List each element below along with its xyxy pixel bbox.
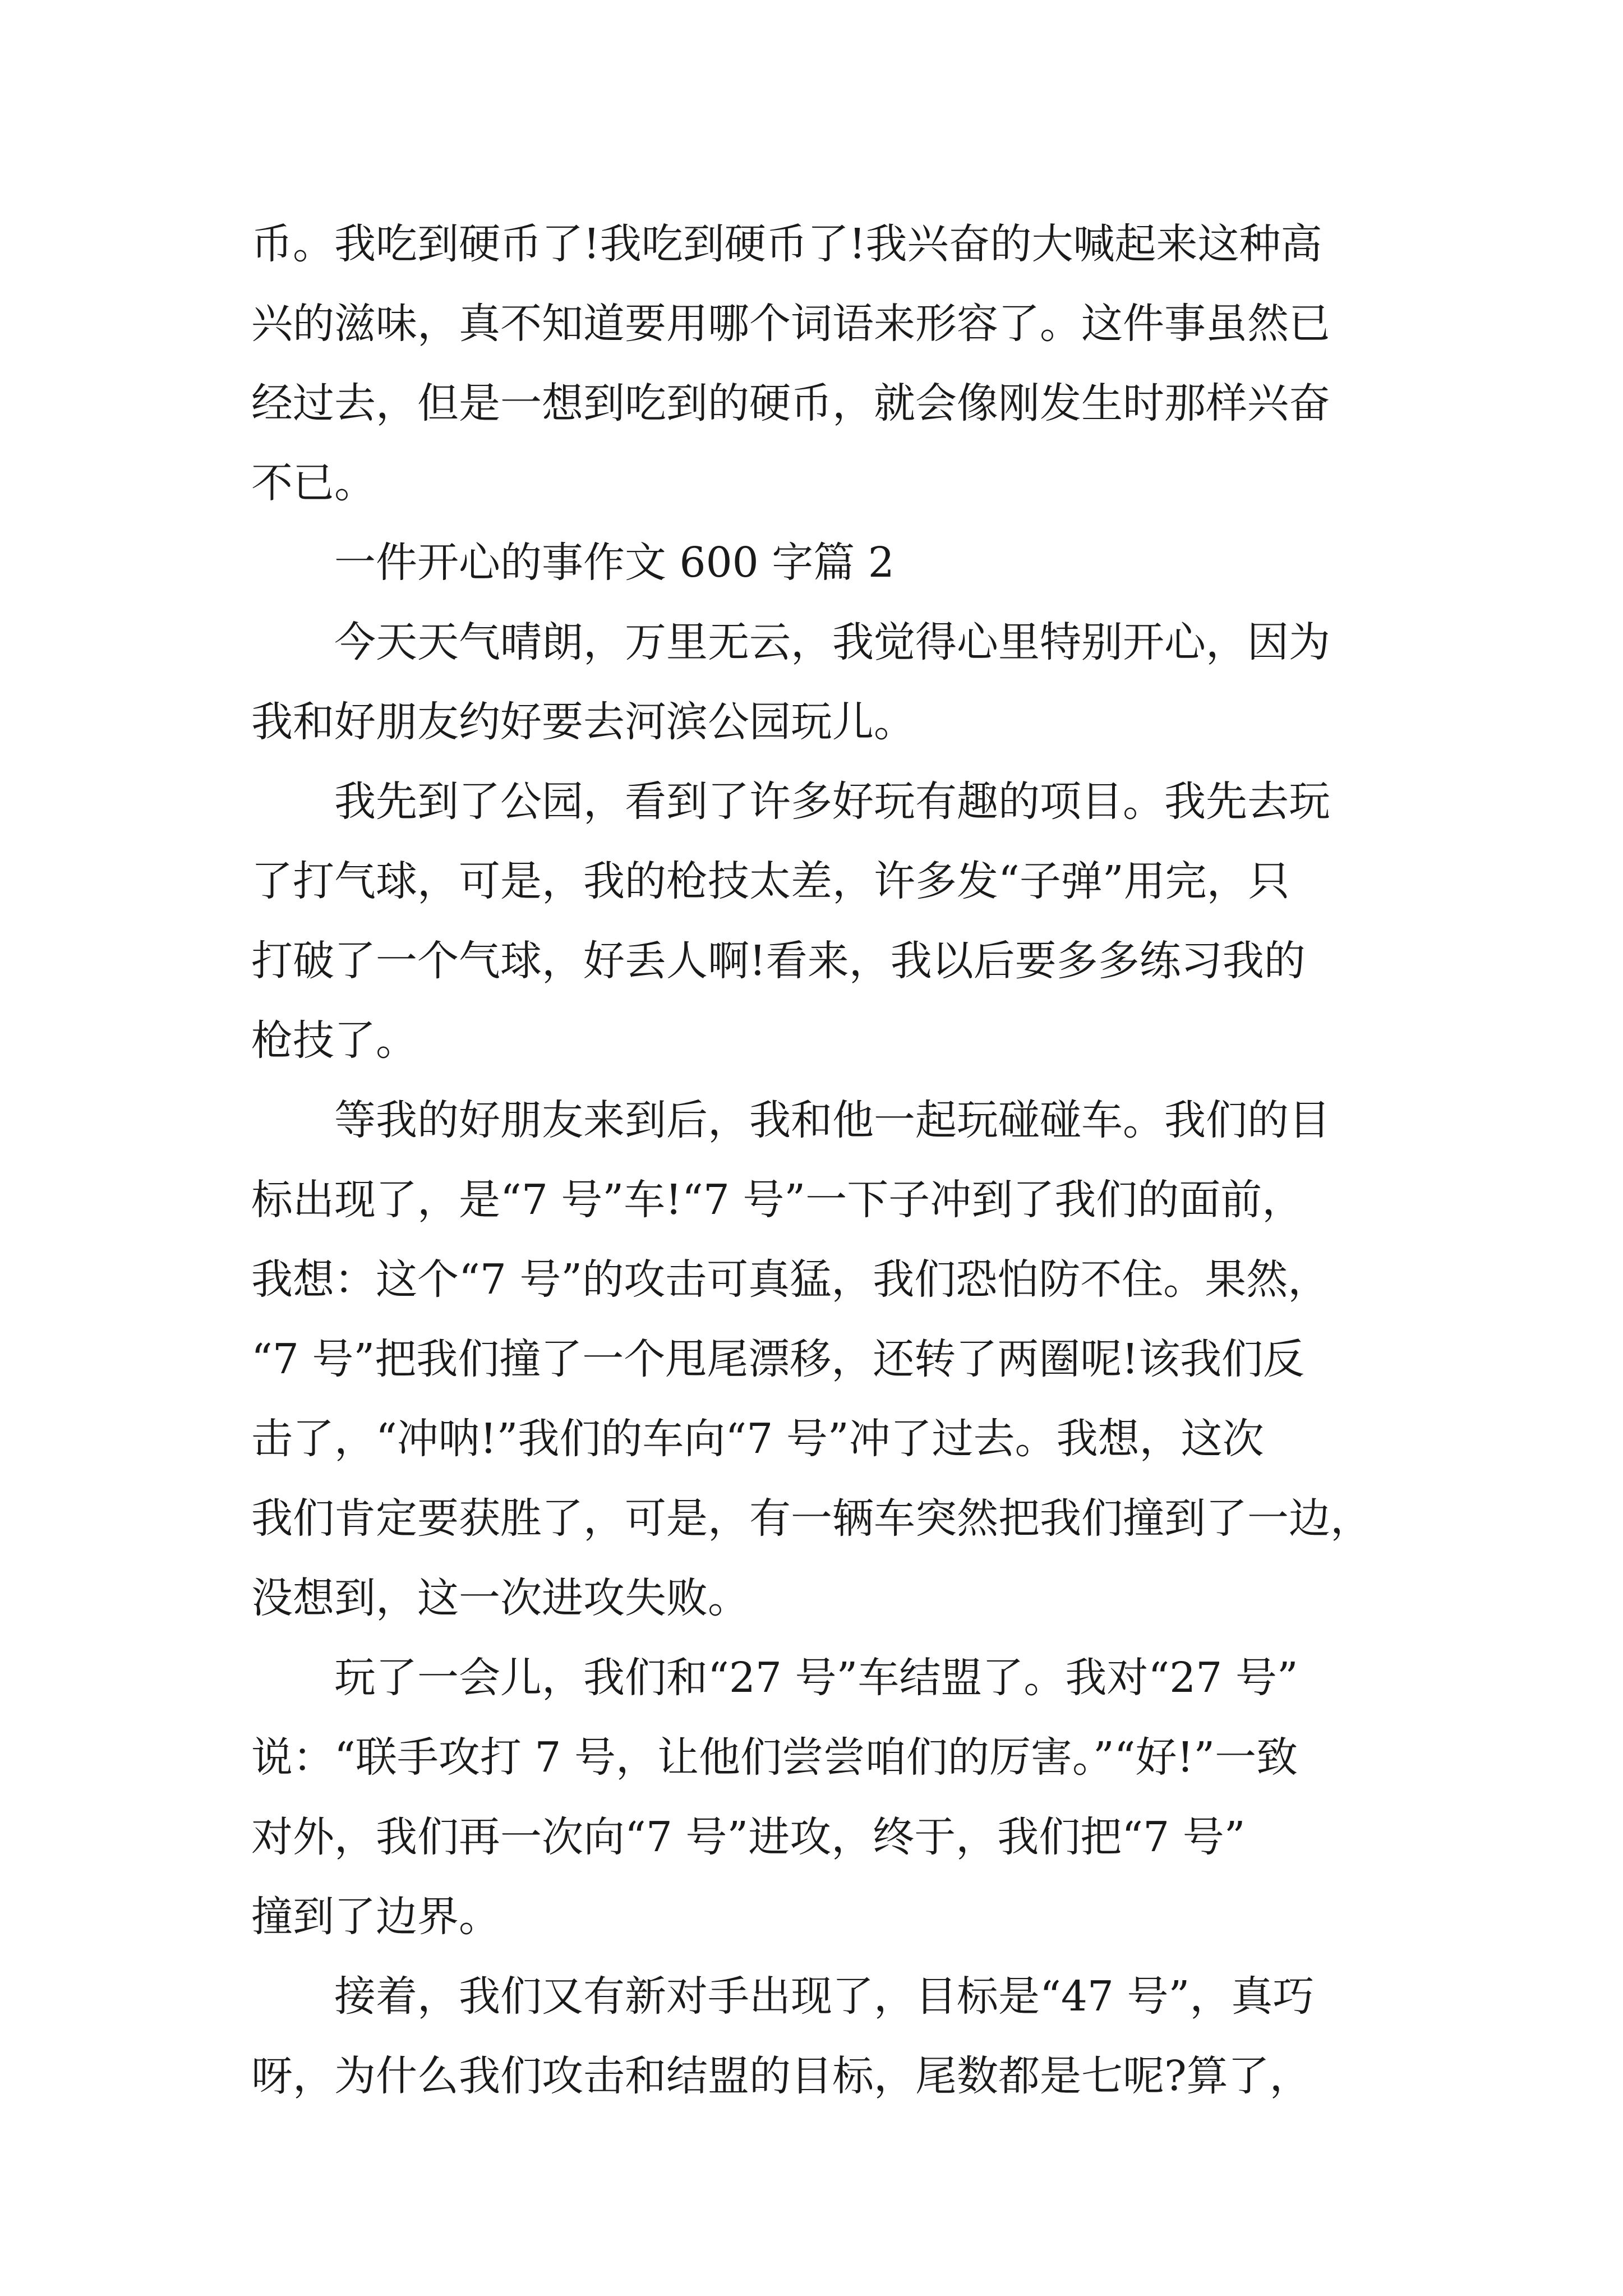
text-line: 等我的好朋友来到后，我和他一起玩碰碰车。我们的目 — [334, 1096, 1330, 1144]
text-line: 没想到，这一次进攻失败。 — [251, 1574, 749, 1622]
text-line: 我想：这个“7 号”的攻击可真猛，我们恐怕防不住。果然， — [251, 1255, 1330, 1304]
text-line: 今天天气晴朗，万里无云，我觉得心里特别开心，因为 — [334, 618, 1330, 666]
text-line: 对外，我们再一次向“7 号”进攻，终于，我们把“7 号” — [251, 1813, 1246, 1861]
text-line: 我和好朋友约好要去河滨公园玩儿。 — [251, 698, 915, 746]
heading-line: 一件开心的事作文 600 字篇 2 — [334, 539, 895, 587]
text-line: 撞到了边界。 — [251, 1893, 500, 1941]
text-line: 呀，为什么我们攻击和结盟的目标，尾数都是七呢?算了， — [251, 2052, 1311, 2100]
text-line: 枪技了。 — [251, 1016, 417, 1065]
paragraph-weather — [251, 602, 1418, 762]
section-heading — [251, 523, 1418, 602]
text-line: 兴的滋味，真不知道要用哪个词语来形容了。这件事虽然已 — [251, 300, 1330, 348]
paragraph-coin-ending — [251, 204, 1418, 523]
text-line: 了打气球，可是，我的枪技太差，许多发“子弹”用完，只 — [251, 857, 1290, 905]
text-line: 说：“联手攻打 7 号，让他们尝尝咱们的厉害。”“好!”一致 — [251, 1733, 1298, 1782]
text-line: 打破了一个气球，好丢人啊!看来，我以后要多多练习我的 — [251, 937, 1306, 985]
paragraph-balloons — [251, 762, 1418, 1080]
paragraph-new-opponent — [251, 1957, 1418, 2116]
text-line: “7 号”把我们撞了一个甩尾漂移，还转了两圈呢!该我们反 — [251, 1335, 1305, 1383]
paragraph-alliance — [251, 1638, 1418, 1957]
text-line: 标出现了，是“7 号”车!“7 号”一下子冲到了我们的面前， — [251, 1176, 1304, 1224]
text-line: 不已。 — [251, 459, 376, 507]
text-line: 币。我吃到硬币了!我吃到硬币了!我兴奋的大喊起来这种高 — [251, 220, 1322, 268]
text-line: 我们肯定要获胜了，可是，有一辆车突然把我们撞到了一边， — [251, 1494, 1372, 1543]
text-line: 击了，“冲呐!”我们的车向“7 号”冲了过去。我想，这次 — [251, 1415, 1264, 1463]
text-line: 接着，我们又有新对手出现了，目标是“47 号”，真巧 — [334, 1972, 1315, 2021]
body-text — [251, 204, 1418, 2116]
text-line: 我先到了公园，看到了许多好玩有趣的项目。我先去玩 — [334, 777, 1330, 826]
text-line: 经过去，但是一想到吃到的硬币，就会像刚发生时那样兴奋 — [251, 379, 1330, 427]
paragraph-bumper-cars — [251, 1080, 1418, 1638]
text-line: 玩了一会儿，我们和“27 号”车结盟了。我对“27 号” — [334, 1654, 1298, 1702]
